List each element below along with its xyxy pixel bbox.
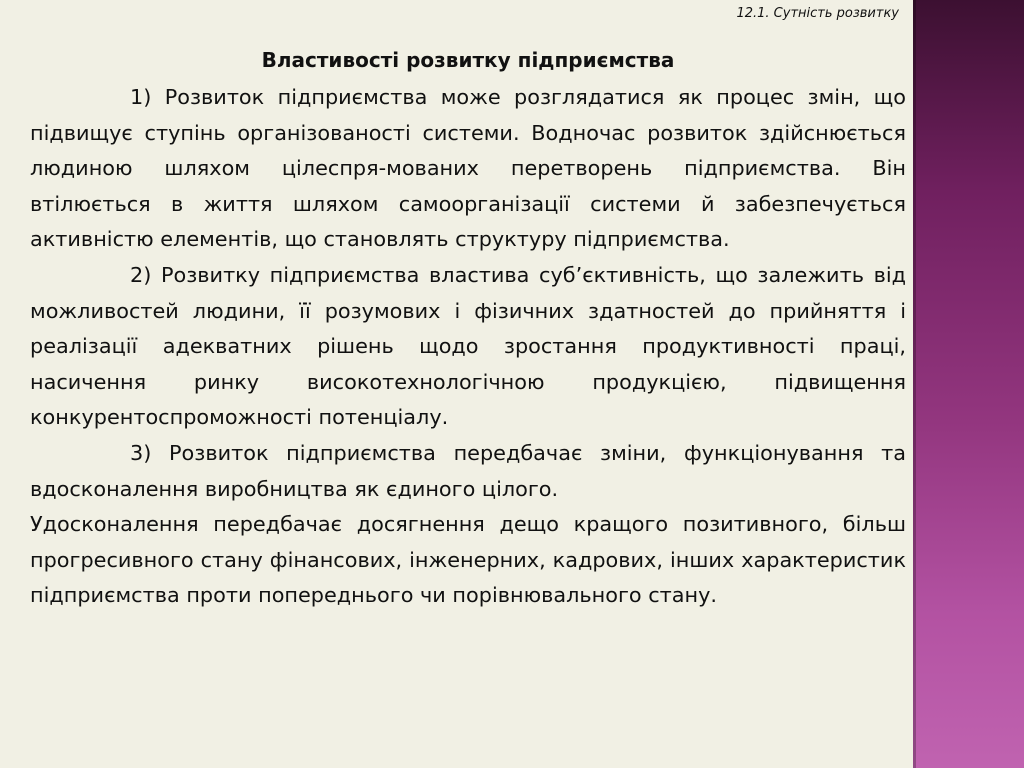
slide-body: [30, 80, 906, 614]
section-label: 12.1. Сутність розвитку: [736, 6, 899, 21]
paragraph-improvement: Удосконалення передбачає досягнення дещо кращого позитивного, більш прогресивного стану фінансових, інженерних, кадрових, інших характеристик підприємства проти попереднього чи порівнювального стану.: [30, 512, 906, 608]
paragraph-property-2: 2) Розвитку підприємства властива суб’єктивність, що залежить від можливостей людини, її розумових і фізичних здатностей до прийняття і реалізації адекватних рішень щодо зростання продуктивності праці, насичення ринку високотехнологічною продукцією, підвищення конкурентоспроможності потенціалу.: [30, 262, 906, 430]
paragraph-property-3: 3) Розвиток підприємства передбачає зміни, функціонування та вдосконалення виробництва як єдиного цілого.: [30, 440, 906, 501]
paragraph-property-1: 1) Розвиток підприємства може розглядатися як процес змін, що підвищує ступінь організованості системи. Водночас розвиток здійснюється людиною шляхом цілеспря-мованих перетворень підприємства. Він втілюється в життя шляхом самоорганізації системи й забезпечується активністю елементів, що становлять структуру підприємства.: [30, 85, 906, 252]
slide-title: Властивості розвитку підприємства: [261, 48, 675, 72]
decorative-side-bar: [913, 0, 1024, 768]
